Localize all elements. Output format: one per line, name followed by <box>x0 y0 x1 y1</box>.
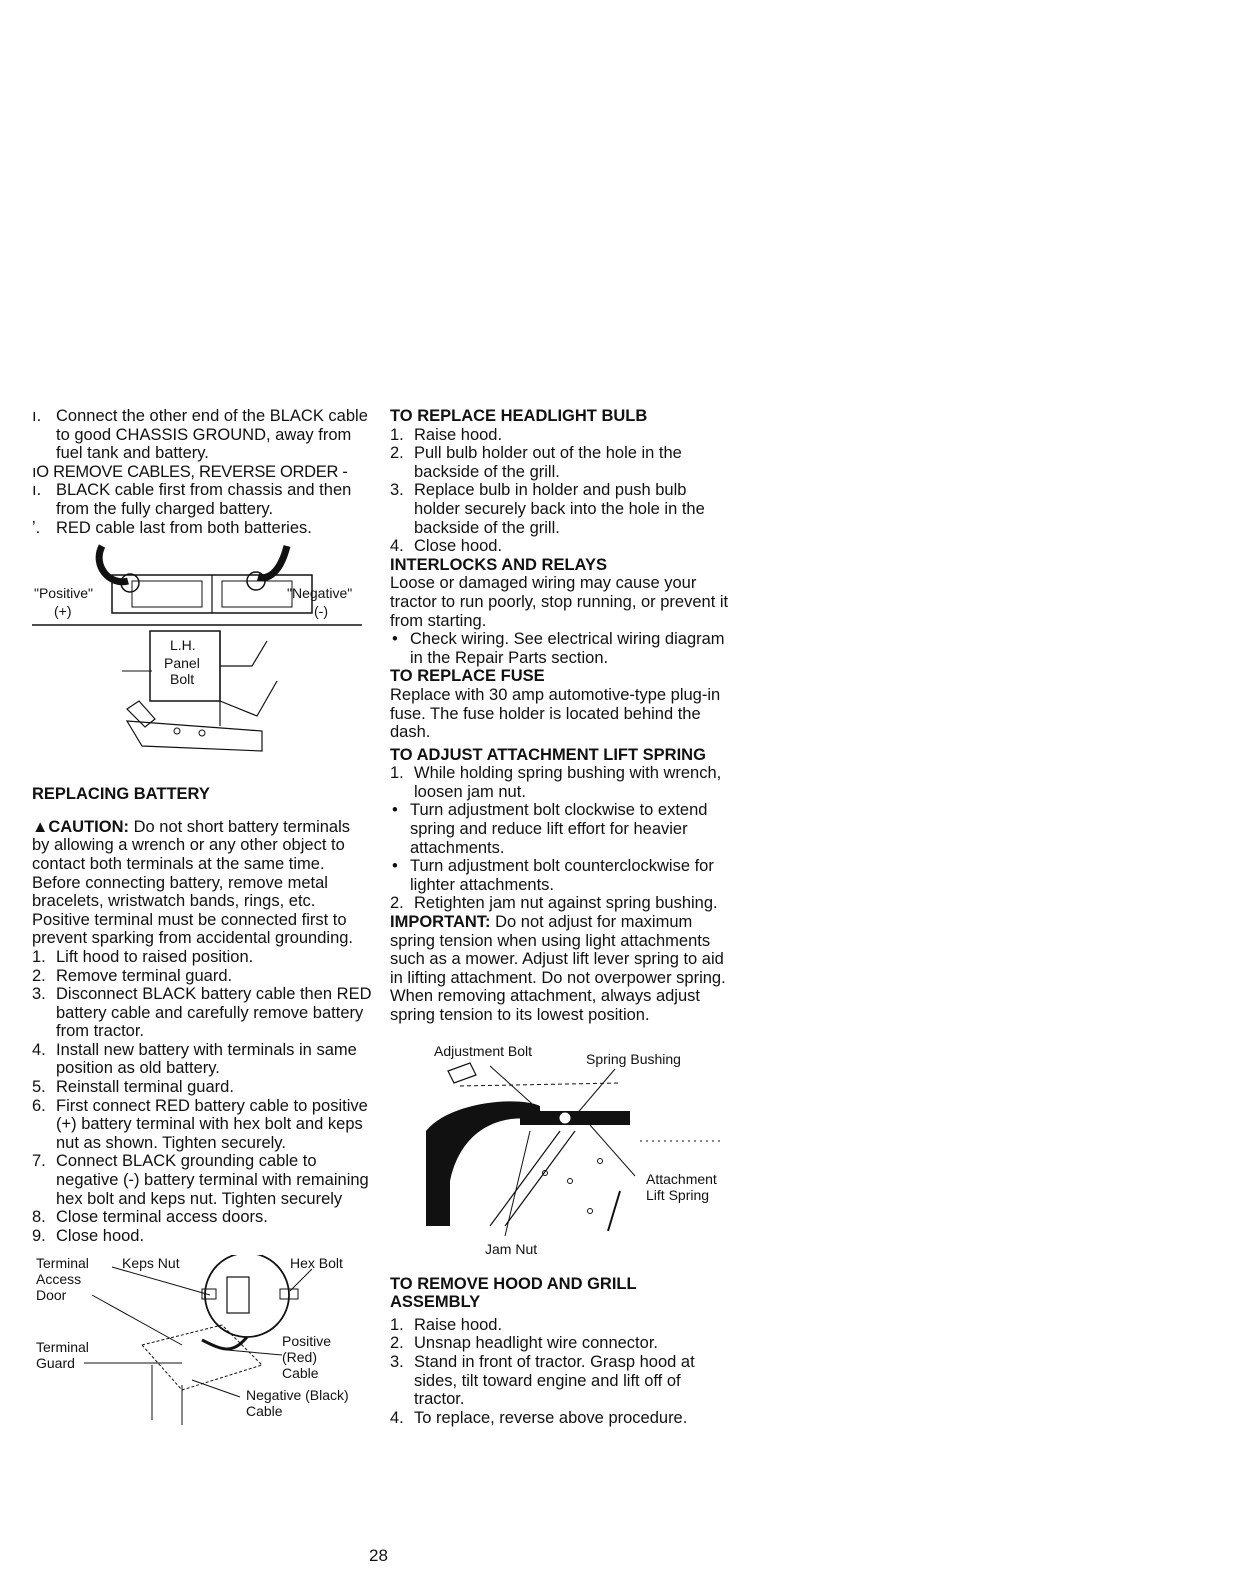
remove-steps <box>32 481 372 537</box>
battery-terminal-illustration <box>32 541 372 781</box>
list-item: 9. Close hood. <box>32 1226 145 1245</box>
list-item: 7. Connect BLACK grounding cable to negative (-) battery terminal with remaining hex bolt and keps nut. Tighten securely <box>32 1152 369 1208</box>
fuse-heading: TO REPLACE FUSE <box>390 667 545 686</box>
battery-terminal-figure <box>32 541 372 781</box>
list-item: 2. Pull bulb holder out of the hole in the backside of the grill. <box>390 444 682 481</box>
list-item: 2. Remove terminal guard. <box>32 966 233 985</box>
list-item: 3. Replace bulb in holder and push bulb holder securely back into the hole in the backside of the grill. <box>390 481 705 537</box>
hex-bolt-label: Hex Bolt <box>290 1255 343 1272</box>
interlocks-text: Loose or damaged wiring may cause your tractor to run poorly, stop running, or prevent it from starting. <box>390 574 729 630</box>
negative-label: "Negative" <box>287 585 353 602</box>
lift-spring-figure <box>390 1041 735 1263</box>
attachment-lift-spring-label: Attachment Lift Spring <box>646 1170 717 1203</box>
list-item: 4. Install new battery with terminals in same position as old battery. <box>32 1040 357 1078</box>
caution-paragraph <box>32 818 372 911</box>
caution-label: CAUTION: <box>48 817 129 836</box>
list-item: • Check wiring. See electrical wiring diagram in the Repair Parts section. <box>392 630 725 667</box>
important-paragraph <box>390 913 735 1025</box>
battery-cable-figure <box>32 1255 372 1435</box>
positive-cable-label: Positive (Red) Cable <box>282 1333 332 1382</box>
list-item: 1. Raise hood. <box>390 1315 503 1334</box>
replacing-battery-heading: REPLACING BATTERY <box>32 785 210 804</box>
list-item: 3. Disconnect BLACK battery cable then RED battery cable and carefully remove battery from tractor. <box>32 985 372 1041</box>
list-item: 4. Close hood. <box>390 537 503 556</box>
list-item: ı. Connect the other end of the BLACK cable to good CHASSIS GROUND, away from fuel tank and battery. <box>32 407 368 463</box>
negative-sign: (-) <box>314 603 328 620</box>
interlocks-heading: INTERLOCKS AND RELAYS <box>390 555 607 574</box>
adjustment-bolt-label: Adjustment Bolt <box>434 1042 533 1059</box>
panel-label: Panel <box>164 655 200 672</box>
lh-label: L.H. <box>170 637 196 654</box>
list-item: 3. Stand in front of tractor. Grasp hood at sides, tilt toward engine and lift off of tractor. <box>390 1352 695 1409</box>
list-item: 8. Close terminal access doors. <box>32 1208 268 1227</box>
list-item: ı. BLACK cable first from chassis and then from the fully charged battery. <box>32 481 352 518</box>
list-item: • Turn adjustment bolt counterclockwise for lighter attachments. <box>392 857 714 894</box>
hood-grill-steps <box>390 1316 735 1428</box>
list-item: ʼ. RED cable last from both batteries. <box>32 518 312 537</box>
page-number: 28 <box>369 1546 388 1565</box>
jam-nut-label: Jam Nut <box>485 1240 538 1257</box>
positive-label: "Positive" <box>34 585 93 602</box>
list-item: 2. Retighten jam nut against spring bushing. <box>390 894 718 913</box>
hood-grill-heading: TO REMOVE HOOD AND GRILL ASSEMBLY <box>390 1274 637 1312</box>
list-item: 5. Reinstall terminal guard. <box>32 1078 234 1097</box>
list-item: 6. First connect RED battery cable to positive (+) battery terminal with hex bolt and keps nut as shown. Tighten securely. <box>32 1096 368 1152</box>
spring-bushing-label: Spring Bushing <box>586 1050 681 1067</box>
positive-sign: (+) <box>54 603 72 620</box>
lift-spring-steps <box>390 764 735 913</box>
list-item: 1. Lift hood to raised position. <box>32 947 254 966</box>
right-column <box>390 407 735 1427</box>
positive-note: Positive terminal must be connected first to prevent sparking from accidental grounding. <box>32 910 354 948</box>
list-item: 2. Unsnap headlight wire connector. <box>390 1334 658 1353</box>
headlight-steps <box>390 426 735 556</box>
important-text: Do not adjust for maximum spring tension when using light attachments such as a mower. Adjust lift lever spring to aid in lifting attachment. Do not overpower spring. When removing attachment, always adjust spring tension to its lowest position. <box>390 913 726 1024</box>
left-column <box>32 407 372 1435</box>
fuse-text: Replace with 30 amp automotive-type plug-in fuse. The fuse holder is located behind the dash. <box>390 685 721 742</box>
remove-cables-heading: ıO REMOVE CABLES, REVERSE ORDER - <box>32 462 348 481</box>
list-item: 4. To replace, reverse above procedure. <box>390 1408 688 1427</box>
warning-icon: ▲ <box>32 817 49 836</box>
list-item: 1. Raise hood. <box>390 425 503 444</box>
keps-nut-label: Keps Nut <box>122 1255 180 1272</box>
terminal-guard-label: Terminal Guard <box>36 1339 89 1372</box>
battery-steps <box>32 948 372 1246</box>
caution-text: Do not short battery terminals by allowing a wrench or any other object to contact both terminals at the same time. Before connecting battery, remove metal bracelets, wristwatch bands, rings, etc. <box>32 817 351 911</box>
important-label: IMPORTANT: <box>390 913 491 932</box>
bolt-label: Bolt <box>170 671 195 688</box>
interlocks-bullets <box>390 630 735 667</box>
list-item: • Turn adjustment bolt clockwise to extend spring and reduce lift effort for heavier attachments. <box>392 801 708 857</box>
headlight-heading: TO REPLACE HEADLIGHT BULB <box>390 407 648 425</box>
negative-cable-label: Negative (Black) Cable <box>246 1387 349 1420</box>
lift-spring-illustration <box>390 1041 735 1263</box>
list-item: 1. While holding spring bushing with wrench, loosen jam nut. <box>390 764 722 801</box>
terminal-access-door-label: Terminal Access Door <box>36 1255 89 1304</box>
lift-spring-heading: TO ADJUST ATTACHMENT LIFT SPRING <box>390 745 706 764</box>
intro-steps <box>32 407 372 463</box>
